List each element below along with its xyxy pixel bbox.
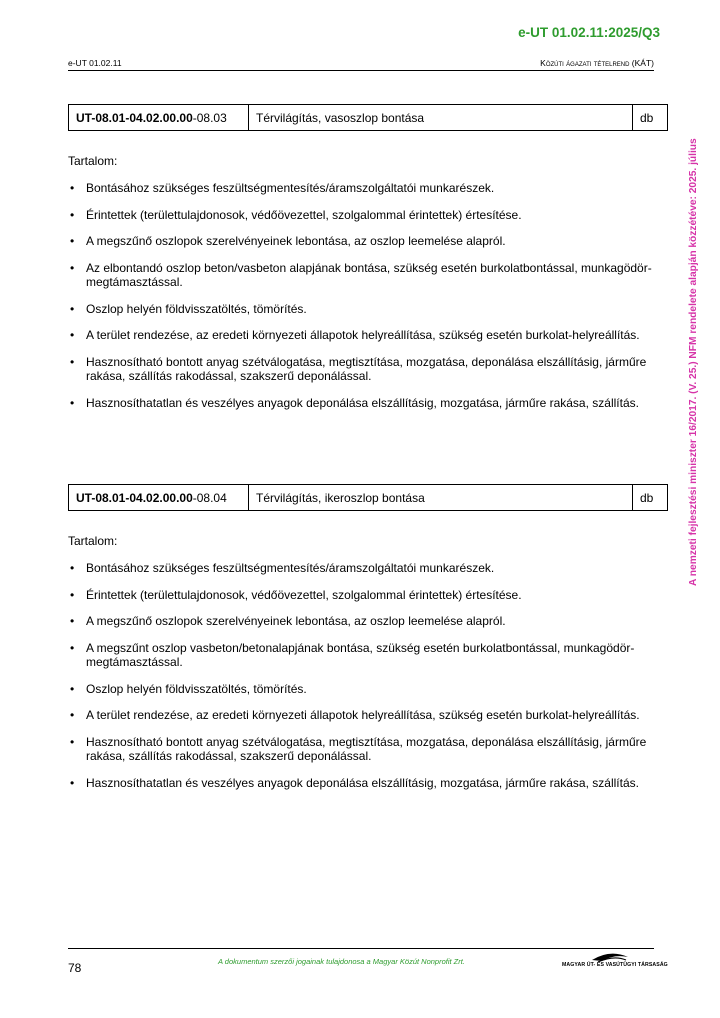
list-item — [68, 396, 654, 411]
header-right: Közúti ágazati tételrend (KÁT) — [540, 58, 654, 68]
footer-divider — [68, 948, 654, 949]
copyright-notice: A dokumentum szerzői jogainak tulajdonosa a Magyar Közút Nonprofit Zrt. — [218, 957, 465, 966]
list-item — [68, 588, 654, 603]
list-item — [68, 208, 654, 223]
list-item — [68, 561, 654, 576]
bullet-icon: • — [70, 640, 75, 655]
publication-note: A nemzeti fejlesztési miniszter 16/2017. (V. 25.) NFM rendelete alapján közzétéve: 2025. július — [688, 138, 699, 586]
content-label: Tartalom: — [68, 154, 118, 168]
bullet-icon: • — [70, 260, 75, 275]
list-item-text: Hasznosíthatatlan és veszélyes anyagok deponálása elszállításig, mozgatása, járműre rakása, szállítás. — [86, 395, 639, 410]
header-left: e-UT 01.02.11 — [68, 58, 122, 68]
bullet-icon: • — [70, 614, 75, 628]
list-item-text: A megszűnt oszlop vasbeton/betonalapjának bontása, szükség esetén burkolatbontással, munkagödör-megtámasztással. — [86, 640, 635, 669]
list-item — [68, 181, 654, 196]
list-item-text: Bontásához szükséges feszültségmentesítés/áramszolgáltatói munkarészek. — [86, 561, 495, 575]
list-item — [68, 776, 654, 791]
bullet-icon: • — [70, 775, 75, 790]
list-item — [68, 614, 654, 629]
item-code-bold: UT-08.01-04.02.00.00 — [76, 490, 193, 505]
list-item — [68, 735, 654, 764]
list-item-text: Hasznosítható bontott anyag szétválogatása, megtisztítása, mozgatása, deponálása elszállításig, járműre rakása, szállítás rakodással, szakszerű deponálással. — [86, 354, 647, 383]
item-title: Térvilágítás, vasoszlop bontása — [249, 105, 633, 131]
list-item — [68, 234, 654, 249]
list-item-text: Oszlop helyén földvisszatöltés, tömörítés. — [86, 681, 307, 696]
bullet-icon: • — [70, 207, 75, 222]
bullet-icon: • — [70, 708, 75, 722]
list-item-text: A megszűnő oszlopok szerelvényeinek lebontása, az oszlop leemelése alapról. — [86, 234, 506, 248]
list-item — [68, 261, 654, 290]
running-header — [68, 58, 654, 71]
page-number: 78 — [68, 961, 82, 975]
list-item-text: Érintettek (területtulajdonosok, védőövezettel, szolgalommal érintettek) értesítése. — [86, 587, 522, 602]
bullet-icon: • — [70, 328, 75, 342]
item-code-suffix: -08.03 — [192, 110, 227, 125]
content-list-2 — [68, 561, 654, 802]
bullet-icon: • — [70, 354, 75, 369]
list-item — [68, 355, 654, 384]
bullet-icon: • — [70, 234, 75, 248]
content-list-1 — [68, 181, 654, 422]
item-unit: db — [633, 485, 668, 511]
logo-text: MAGYAR ÚT- ÉS VASÚTÜGYI TÁRSASÁG — [562, 962, 668, 968]
item-title: Térvilágítás, ikeroszlop bontása — [249, 485, 633, 511]
bullet-icon: • — [70, 301, 75, 316]
bullet-icon: • — [70, 561, 75, 575]
item-unit: db — [633, 105, 668, 131]
list-item-text: Bontásához szükséges feszültségmentesítés/áramszolgáltatói munkarészek. — [86, 181, 495, 195]
bullet-icon: • — [70, 587, 75, 602]
list-item — [68, 302, 654, 317]
item-code — [69, 105, 249, 131]
content-label: Tartalom: — [68, 534, 118, 548]
list-item — [68, 708, 654, 723]
list-item-text: Hasznosíthatatlan és veszélyes anyagok deponálása elszállításig, mozgatása, járműre rakása, szállítás. — [86, 775, 639, 790]
bullet-icon: • — [70, 181, 75, 195]
bullet-icon: • — [70, 395, 75, 410]
list-item-text: Oszlop helyén földvisszatöltés, tömörítés. — [86, 301, 307, 316]
list-item-text: A megszűnő oszlopok szerelvényeinek lebontása, az oszlop leemelése alapról. — [86, 614, 506, 628]
list-item-text: A terület rendezése, az eredeti környezeti állapotok helyreállítása, szükség esetén burkolat-helyreállítás. — [86, 708, 640, 722]
list-item — [68, 682, 654, 697]
list-item-text: Az elbontandó oszlop beton/vasbeton alapjának bontása, szükség esetén burkolatbontással, munkagödör-megtámasztással. — [86, 260, 652, 289]
item-code — [69, 485, 249, 511]
item-header-table-1 — [68, 104, 668, 131]
item-header-table-2 — [68, 484, 668, 511]
item-code-bold: UT-08.01-04.02.00.00 — [76, 110, 193, 125]
list-item — [68, 641, 654, 670]
list-item-text: Hasznosítható bontott anyag szétválogatása, megtisztítása, mozgatása, deponálása elszállításig, járműre rakása, szállítás rakodással, szakszerű deponálással. — [86, 734, 647, 763]
list-item-text: Érintettek (területtulajdonosok, védőövezettel, szolgalommal érintettek) értesítése. — [86, 207, 522, 222]
bullet-icon: • — [70, 734, 75, 749]
list-item — [68, 328, 654, 343]
item-code-suffix: -08.04 — [192, 490, 227, 505]
bullet-icon: • — [70, 681, 75, 696]
document-id: e-UT 01.02.11:2025/Q3 — [518, 25, 660, 40]
list-item-text: A terület rendezése, az eredeti környezeti állapotok helyreállítása, szükség esetén burkolat-helyreállítás. — [86, 328, 640, 342]
